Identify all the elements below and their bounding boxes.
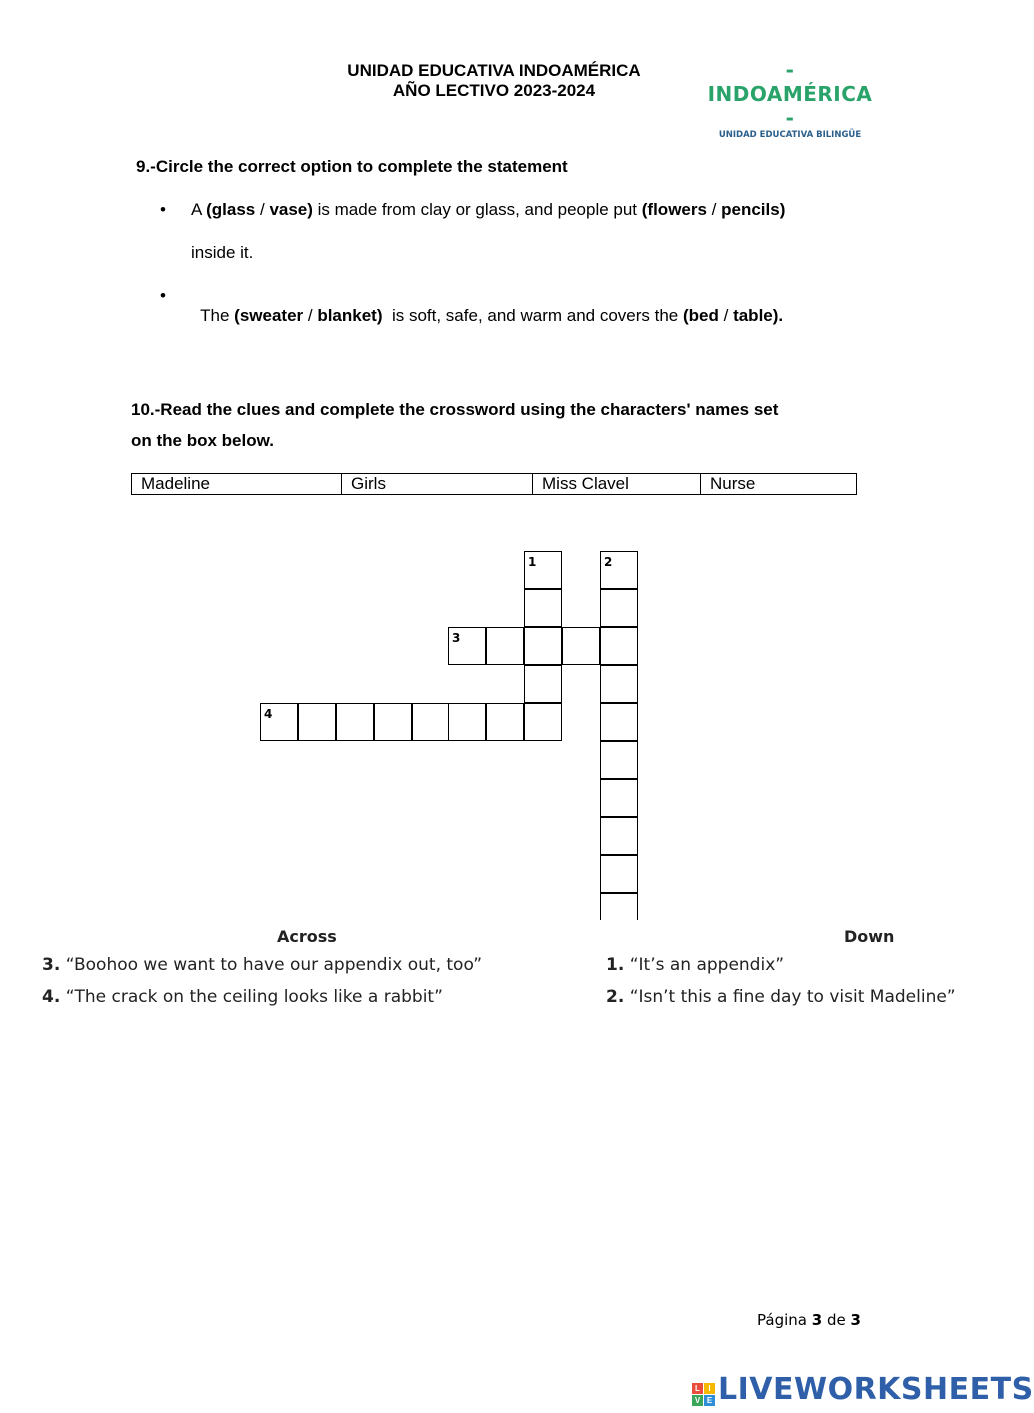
question-9-item-1-continuation: inside it. xyxy=(191,243,254,262)
crossword-cell[interactable] xyxy=(524,627,562,665)
item2-pre: The xyxy=(200,306,235,325)
bullet-icon: • xyxy=(160,286,166,305)
clue-number: 4. xyxy=(42,987,61,1007)
crossword-cell[interactable] xyxy=(562,627,600,665)
page-current: 3 xyxy=(811,1311,823,1329)
crossword-cell[interactable] xyxy=(298,703,336,741)
clue-number-2: 2 xyxy=(604,555,613,569)
clue-number: 2. xyxy=(606,987,625,1007)
logo-letter: I xyxy=(704,1383,715,1394)
crossword-cell[interactable] xyxy=(524,589,562,627)
liveworksheets-logo-icon xyxy=(692,1383,715,1406)
crossword-cell[interactable] xyxy=(336,703,374,741)
school-header xyxy=(300,61,688,101)
name-madeline: Madeline xyxy=(132,474,342,495)
name-nurse: Nurse xyxy=(701,474,857,495)
school-name: UNIDAD EDUCATIVA INDOAMÉRICA xyxy=(347,61,641,80)
crossword-cell[interactable] xyxy=(600,589,638,627)
question-10-line-1: 10.-Read the clues and complete the crossword using the characters' names set xyxy=(131,400,779,419)
crossword-cell[interactable] xyxy=(260,703,298,741)
clue-number-3: 3 xyxy=(452,631,461,645)
down-heading: Down xyxy=(844,927,895,946)
item2-mid: is soft, safe, and warm and covers the xyxy=(382,306,683,325)
clue-text: “The crack on the ceiling looks like a rabbit” xyxy=(65,987,443,1007)
crossword-cell[interactable] xyxy=(448,627,486,665)
option-glass[interactable]: (glass xyxy=(206,200,256,219)
liveworksheets-wordmark: LIVEWORKSHEETS xyxy=(718,1372,1034,1407)
logo-letter: E xyxy=(704,1395,715,1406)
option-blanket[interactable]: blanket) xyxy=(317,306,383,325)
name-miss-clavel: Miss Clavel xyxy=(533,474,701,495)
item1-pre: A xyxy=(191,200,207,219)
question-9-title: 9.-Circle the correct option to complete the statement xyxy=(136,157,568,176)
clue-number-1: 1 xyxy=(528,555,537,569)
question-9-item-1 xyxy=(191,200,785,220)
school-year: AÑO LECTIVO 2023-2024 xyxy=(392,81,596,100)
across-clue-3 xyxy=(42,955,482,975)
page-sep: de xyxy=(826,1311,846,1329)
name-girls: Girls xyxy=(342,474,533,495)
crossword-cell[interactable] xyxy=(412,703,450,741)
clue-number: 3. xyxy=(42,955,61,975)
crossword-cell[interactable] xyxy=(486,627,524,665)
crossword-cell[interactable] xyxy=(600,741,638,779)
option-pencils[interactable]: pencils) xyxy=(721,200,786,219)
crossword-cell[interactable] xyxy=(600,779,638,817)
crossword-cell[interactable] xyxy=(524,551,562,589)
item1-mid: is made from clay or glass, and people put xyxy=(312,200,642,219)
crossword-cell[interactable] xyxy=(486,703,524,741)
clue-text: “It’s an appendix” xyxy=(629,955,785,975)
bullet-icon: • xyxy=(160,200,166,219)
question-10-title xyxy=(131,394,778,456)
across-clue-4 xyxy=(42,987,443,1007)
question-10-line-2: on the box below. xyxy=(131,431,274,450)
option-table[interactable]: table). xyxy=(733,306,784,325)
option-vase[interactable]: vase) xyxy=(269,200,313,219)
crossword-cell[interactable] xyxy=(448,703,486,741)
across-heading: Across xyxy=(277,927,337,946)
page-word: Página xyxy=(757,1311,807,1329)
option-flowers[interactable]: (flowers xyxy=(641,200,707,219)
question-9-item-2 xyxy=(191,286,783,326)
separator: / xyxy=(255,200,270,219)
crossword-cell[interactable] xyxy=(600,703,638,741)
crossword-cell[interactable] xyxy=(374,703,412,741)
page-number xyxy=(757,1311,861,1329)
clue-text: “Boohoo we want to have our appendix out, too” xyxy=(65,955,483,975)
crossword-cell[interactable] xyxy=(600,855,638,893)
crossword-cell[interactable] xyxy=(524,703,562,741)
school-logo xyxy=(700,58,880,140)
logo-subtitle: UNIDAD EDUCATIVA BILINGÜE xyxy=(718,130,862,140)
option-bed[interactable]: (bed xyxy=(683,306,719,325)
liveworksheets-brand[interactable] xyxy=(692,1372,1034,1407)
down-clue-2 xyxy=(606,987,956,1007)
logo-letter: V xyxy=(692,1395,703,1406)
separator: / xyxy=(303,306,318,325)
separator: / xyxy=(718,306,734,325)
crossword-cell[interactable] xyxy=(600,893,638,920)
option-sweater[interactable]: (sweater xyxy=(234,306,304,325)
crossword-cell[interactable] xyxy=(600,817,638,855)
separator: / xyxy=(706,200,722,219)
crossword-cell[interactable] xyxy=(600,551,638,589)
page-total: 3 xyxy=(850,1311,861,1329)
crossword-cell[interactable] xyxy=(600,627,638,665)
down-clue-1 xyxy=(606,955,784,975)
clue-number: 1. xyxy=(606,955,625,975)
logo-title: - INDOAMÉRICA - xyxy=(707,58,873,130)
names-box xyxy=(131,473,857,495)
clue-text: “Isn’t this a fine day to visit Madeline” xyxy=(629,987,956,1007)
logo-letter: L xyxy=(692,1383,703,1394)
clue-number-4: 4 xyxy=(264,707,273,721)
crossword-cell[interactable] xyxy=(600,665,638,703)
crossword-cell[interactable] xyxy=(524,665,562,703)
